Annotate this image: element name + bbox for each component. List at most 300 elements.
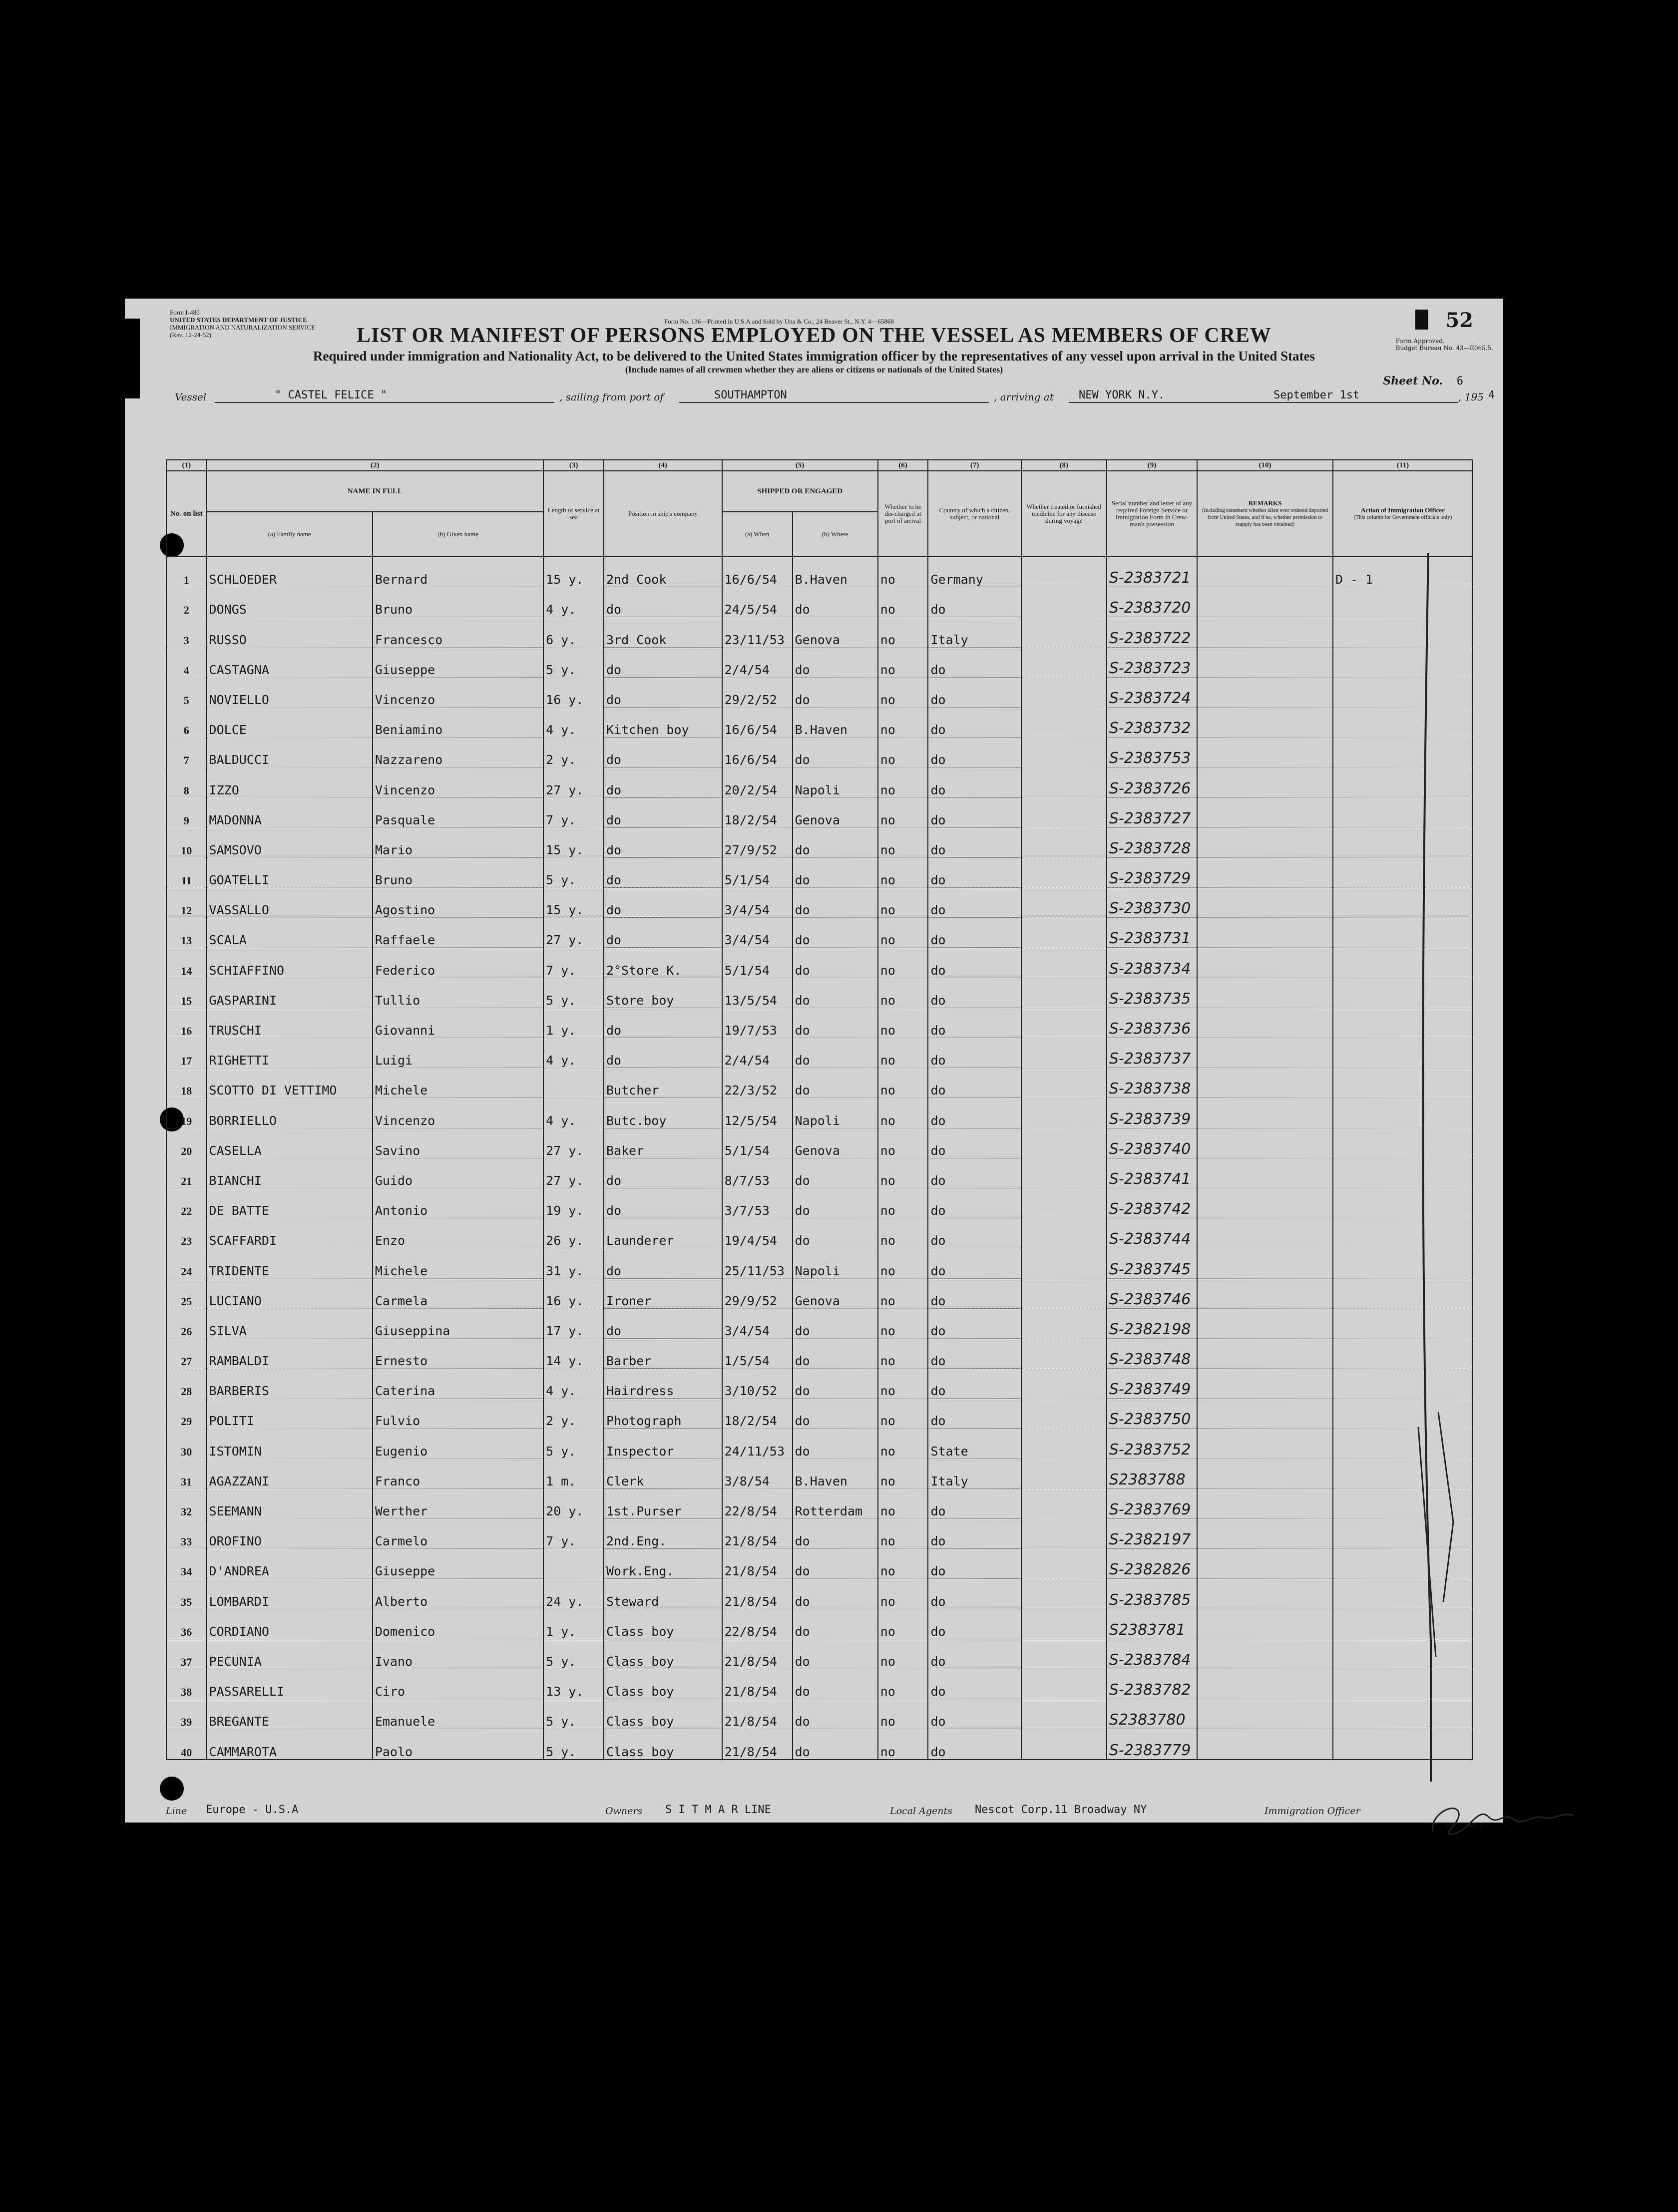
shipped-where-cell: do [793,1038,878,1068]
length-of-service-cell: 14 y. [543,1338,604,1368]
crew-row [166,948,1473,978]
given-name-cell: Michele [373,1248,543,1278]
position-cell: Store boy [604,978,722,1008]
discharged-cell: no [878,1248,928,1278]
country-cell: do [928,1519,1021,1549]
position-cell: do [604,888,722,918]
given-name-cell: Emanuele [373,1699,543,1729]
serial-number-cell: S-2383737 [1107,1038,1197,1068]
action-note: (This column for Government officials only) [1353,514,1452,520]
position-cell: do [604,767,722,797]
country-cell: do [928,647,1021,677]
medicine-cell [1021,1278,1107,1308]
shipped-when-cell: 3/8/54 [722,1459,793,1488]
medicine-cell [1021,857,1107,887]
col-given-name: (b) Given name [373,512,543,557]
row-number-cell: 2 [166,587,207,617]
country-cell: do [928,1038,1021,1068]
shipped-where-cell: do [793,1188,878,1218]
owners-value: S I T M A R LINE [665,1804,771,1816]
departure-port: SOUTHAMPTON [714,389,787,401]
discharged-cell: no [878,1369,928,1399]
remarks-cell [1197,1338,1333,1368]
crew-row [166,1399,1473,1429]
shipped-where-cell: B.Haven [793,557,878,587]
given-name-cell: Giovanni [373,1008,543,1038]
shipped-where-cell: do [793,1308,878,1338]
remarks-cell [1197,1459,1333,1488]
remarks-cell [1197,1248,1333,1278]
country-cell: do [928,1248,1021,1278]
col-num-10: (10) [1197,460,1333,471]
medicine-cell [1021,918,1107,948]
shipped-when-cell: 21/8/54 [722,1519,793,1549]
medicine-cell [1021,1488,1107,1518]
row-number-cell: 24 [166,1248,207,1278]
row-number-cell: 7 [166,737,207,767]
family-name-cell: TRIDENTE [207,1248,373,1278]
row-number-cell: 10 [166,827,207,857]
serial-number-cell: S-2383734 [1107,948,1197,978]
shipped-when-cell: 25/11/53 [722,1248,793,1278]
row-number-cell: 9 [166,797,207,827]
approval-label: Form Approved. [1395,338,1445,345]
length-of-service-cell: 17 y. [543,1308,604,1338]
crew-row [166,767,1473,797]
revision-label: (Rev. 12-24-52) [170,331,211,339]
row-number-cell: 4 [166,647,207,677]
shipped-where-cell: do [793,1369,878,1399]
medicine-cell [1021,1669,1107,1699]
arriving-label: , arriving at [994,391,1054,403]
length-of-service-cell: 31 y. [543,1248,604,1278]
crew-row [166,1369,1473,1399]
row-number-cell: 26 [166,1308,207,1338]
discharged-cell: no [878,1068,928,1098]
country-cell: do [928,1188,1021,1218]
discharged-cell: no [878,918,928,948]
length-of-service-cell: 15 y. [543,888,604,918]
discharged-cell: no [878,1699,928,1729]
shipped-where-cell: do [793,978,878,1008]
position-cell: Class boy [604,1669,722,1699]
length-of-service-cell: 27 y. [543,918,604,948]
serial-number-cell: S-2383721 [1107,557,1197,587]
shipped-when-cell: 3/7/53 [722,1188,793,1218]
discharged-cell: no [878,1128,928,1158]
shipped-when-cell: 29/9/52 [722,1278,793,1308]
country-cell: do [928,1338,1021,1368]
position-cell: do [604,1038,722,1068]
serial-number-cell: S-2383729 [1107,857,1197,887]
medicine-cell [1021,948,1107,978]
shipped-when-cell: 1/5/54 [722,1338,793,1368]
row-number-cell: 38 [166,1669,207,1699]
medicine-cell [1021,1579,1107,1609]
family-name-cell: PECUNIA [207,1639,373,1669]
row-number-cell: 5 [166,677,207,707]
country-cell: do [928,737,1021,767]
position-cell: 3rd Cook [604,617,722,647]
discharged-cell: no [878,978,928,1008]
length-of-service-cell [543,1068,604,1098]
crew-row [166,707,1473,737]
serial-number-cell: S-2383736 [1107,1008,1197,1038]
shipped-when-cell: 21/8/54 [722,1639,793,1669]
shipped-where-cell: do [793,1579,878,1609]
country-cell: do [928,1609,1021,1639]
serial-number-cell: S-2383782 [1107,1669,1197,1699]
country-cell: do [928,827,1021,857]
position-cell: Ironer [604,1278,722,1308]
family-name-cell: SILVA [207,1308,373,1338]
family-name-cell: SEEMANN [207,1488,373,1518]
country-cell: do [928,1128,1021,1158]
remarks-cell [1197,1669,1333,1699]
medicine-cell [1021,767,1107,797]
col-medicine: Whether treated or furnished medicine for any disease during voyage [1021,471,1107,557]
remarks-cell [1197,1729,1333,1760]
shipped-where-cell: do [793,1338,878,1368]
length-of-service-cell: 5 y. [543,1729,604,1760]
medicine-cell [1021,737,1107,767]
remarks-cell [1197,1639,1333,1669]
document-subnote: (Include names of all crewmen whether they are aliens or citizens or nationals of the United States) [625,365,1003,374]
shipped-when-cell: 16/6/54 [722,557,793,587]
shipped-when-cell: 2/4/54 [722,1038,793,1068]
shipped-where-cell: do [793,918,878,948]
shipped-when-cell: 21/8/54 [722,1699,793,1729]
sailing-label: , sailing from port of [559,391,664,403]
vessel-name: " CASTEL FELICE " [275,389,388,401]
shipped-when-cell: 3/4/54 [722,918,793,948]
medicine-cell [1021,557,1107,587]
given-name-cell: Savino [373,1128,543,1158]
officer-signature [1423,1797,1583,1842]
medicine-cell [1021,647,1107,677]
position-cell: do [604,797,722,827]
row-number-cell: 16 [166,1008,207,1038]
shipped-where-cell: do [793,1429,878,1459]
shipped-where-cell: do [793,948,878,978]
row-number-cell: 33 [166,1519,207,1549]
position-cell: 2°Store K. [604,948,722,978]
serial-number-cell: S-2383735 [1107,978,1197,1008]
country-cell: do [928,1008,1021,1038]
shipped-where-cell: do [793,1399,878,1429]
medicine-cell [1021,707,1107,737]
discharged-cell: no [878,587,928,617]
col-name-in-full: NAME IN FULL [207,471,544,512]
serial-number-cell: S-2382197 [1107,1519,1197,1549]
discharged-cell: no [878,1188,928,1218]
row-number-cell: 22 [166,1188,207,1218]
discharged-cell: no [878,1519,928,1549]
shipped-when-cell: 22/8/54 [722,1488,793,1518]
discharged-cell: no [878,1459,928,1488]
given-name-cell: Vincenzo [373,677,543,707]
given-name-cell: Caterina [373,1369,543,1399]
given-name-cell: Domenico [373,1609,543,1639]
serial-number-cell: S-2383726 [1107,767,1197,797]
position-cell: Butcher [604,1068,722,1098]
discharged-cell: no [878,1609,928,1639]
family-name-cell: MADONNA [207,797,373,827]
crew-row [166,797,1473,827]
length-of-service-cell: 6 y. [543,617,604,647]
length-of-service-cell: 5 y. [543,647,604,677]
serial-number-cell: S-2383746 [1107,1278,1197,1308]
shipped-where-cell: Genova [793,1128,878,1158]
discharged-cell: no [878,1038,928,1068]
family-name-cell: RUSSO [207,617,373,647]
crew-row [166,677,1473,707]
serial-number-cell: S-2383731 [1107,918,1197,948]
country-cell: do [928,1579,1021,1609]
country-cell: do [928,1549,1021,1579]
vessel-line [175,391,1493,406]
crew-row [166,1308,1473,1338]
medicine-cell [1021,1639,1107,1669]
family-name-cell: SCAFFARDI [207,1218,373,1248]
given-name-cell: Pasquale [373,797,543,827]
length-of-service-cell: 7 y. [543,1519,604,1549]
length-of-service-cell: 27 y. [543,767,604,797]
given-name-cell: Bernard [373,557,543,587]
crew-row [166,978,1473,1008]
serial-number-cell: S-2383720 [1107,587,1197,617]
medicine-cell [1021,1699,1107,1729]
given-name-cell: Giuseppe [373,1549,543,1579]
given-name-cell: Vincenzo [373,1098,543,1128]
crew-row [166,888,1473,918]
family-name-cell: OROFINO [207,1519,373,1549]
family-name-cell: TRUSCHI [207,1008,373,1038]
serial-number-cell: S-2383723 [1107,647,1197,677]
length-of-service-cell [543,1549,604,1579]
remarks-cell [1197,737,1333,767]
length-of-service-cell: 1 y. [543,1008,604,1038]
country-cell: do [928,677,1021,707]
crew-row [166,617,1473,647]
medicine-cell [1021,1609,1107,1639]
serial-number-cell: S-2383779 [1107,1729,1197,1760]
shipped-when-cell: 19/7/53 [722,1008,793,1038]
remarks-cell [1197,1699,1333,1729]
family-name-cell: CORDIANO [207,1609,373,1639]
budget-bureau-label: Budget Bureau No. 43—R065.5. [1395,345,1493,352]
medicine-cell [1021,1068,1107,1098]
serial-number-cell: S-2382198 [1107,1308,1197,1338]
position-cell: do [604,1308,722,1338]
crew-row [166,557,1473,587]
given-name-cell: Franco [373,1459,543,1488]
length-of-service-cell: 5 y. [543,857,604,887]
page-number: 52 [1445,309,1473,332]
length-of-service-cell: 26 y. [543,1218,604,1248]
shipped-when-cell: 29/2/52 [722,677,793,707]
owners-label: Owners [605,1806,643,1817]
row-number-cell: 17 [166,1038,207,1068]
discharged-cell: no [878,1729,928,1760]
family-name-cell: SCHLOEDER [207,557,373,587]
medicine-cell [1021,1369,1107,1399]
form-number: Form I-480 [170,309,200,316]
position-cell: Inspector [604,1429,722,1459]
crew-row [166,1609,1473,1639]
given-name-cell: Guido [373,1158,543,1188]
serial-number-cell: S2383788 [1107,1459,1197,1488]
crew-row [166,1549,1473,1579]
country-cell: do [928,1639,1021,1669]
row-number-cell: 18 [166,1068,207,1098]
col-num-1: (1) [166,460,207,471]
remarks-cell [1197,1549,1333,1579]
given-name-cell: Bruno [373,857,543,887]
discharged-cell: no [878,767,928,797]
document-subtitle: Required under immigration and Nationality Act, to be delivered to the United States immigration officer by the representatives of any vessel upon arrival in the United States [313,349,1315,364]
shipped-when-cell: 5/1/54 [722,1128,793,1158]
row-number-cell: 40 [166,1729,207,1760]
position-cell: do [604,677,722,707]
given-name-cell: Ciro [373,1669,543,1699]
shipped-where-cell: Genova [793,1278,878,1308]
position-cell: Work.Eng. [604,1549,722,1579]
shipped-where-cell: do [793,1068,878,1098]
serial-number-cell: S-2383742 [1107,1188,1197,1218]
given-name-cell: Beniamino [373,707,543,737]
crew-row [166,918,1473,948]
medicine-cell [1021,1308,1107,1338]
discharged-cell: no [878,557,928,587]
crew-row [166,1669,1473,1699]
serial-number-cell: S-2383748 [1107,1338,1197,1368]
serial-number-cell: S-2383730 [1107,888,1197,918]
crew-row [166,647,1473,677]
length-of-service-cell: 5 y. [543,1429,604,1459]
binder-hole [160,1777,184,1801]
medicine-cell [1021,617,1107,647]
country-cell: do [928,1369,1021,1399]
length-of-service-cell: 24 y. [543,1579,604,1609]
shipped-where-cell: do [793,1008,878,1038]
family-name-cell: PASSARELLI [207,1669,373,1699]
position-cell: do [604,1008,722,1038]
given-name-cell: Eugenio [373,1429,543,1459]
row-number-cell: 8 [166,767,207,797]
crew-row [166,827,1473,857]
service-label: IMMIGRATION AND NATURALIZATION SERVICE [170,324,316,331]
department-label: UNITED STATES DEPARTMENT OF JUSTICE [170,316,307,324]
shipped-when-cell: 27/9/52 [722,827,793,857]
family-name-cell: ISTOMIN [207,1429,373,1459]
shipped-where-cell: Napoli [793,1248,878,1278]
position-cell: do [604,587,722,617]
position-cell: 2nd Cook [604,557,722,587]
country-cell: do [928,1158,1021,1188]
row-number-cell: 1 [166,557,207,587]
country-cell: do [928,1308,1021,1338]
form-code: 16—67829-1 [1444,1822,1483,1829]
shipped-where-cell: do [793,888,878,918]
position-cell: Photograph [604,1399,722,1429]
remarks-cell [1197,1158,1333,1188]
medicine-cell [1021,827,1107,857]
row-number-cell: 11 [166,857,207,887]
crew-row [166,1098,1473,1128]
family-name-cell: BIANCHI [207,1158,373,1188]
country-cell: do [928,918,1021,948]
crew-row [166,1278,1473,1308]
family-name-cell: SCHIAFFINO [207,948,373,978]
shipped-when-cell: 18/2/54 [722,797,793,827]
crew-row [166,1218,1473,1248]
year-prefix: , 195 [1458,391,1484,403]
arrival-port: NEW YORK N.Y. [1079,389,1165,401]
remarks-cell [1197,707,1333,737]
shipped-where-cell: do [793,1729,878,1760]
position-cell: Kitchen boy [604,707,722,737]
family-name-cell: BARBERIS [207,1369,373,1399]
officer-action-cell: D - 1 [1333,557,1473,587]
discharged-cell: no [878,1429,928,1459]
medicine-cell [1021,1519,1107,1549]
remarks-cell [1197,587,1333,617]
discharged-cell: no [878,1308,928,1338]
family-name-cell: LOMBARDI [207,1579,373,1609]
medicine-cell [1021,797,1107,827]
remarks-cell [1197,1098,1333,1128]
discharged-cell: no [878,1338,928,1368]
discharged-cell: no [878,1158,928,1188]
discharged-cell: no [878,857,928,887]
length-of-service-cell: 5 y. [543,978,604,1008]
remarks-cell [1197,1399,1333,1429]
family-name-cell: LUCIANO [207,1278,373,1308]
remarks-cell [1197,797,1333,827]
family-name-cell: GASPARINI [207,978,373,1008]
country-cell: do [928,767,1021,797]
shipped-where-cell: B.Haven [793,707,878,737]
crew-row [166,1338,1473,1368]
vessel-label: Vessel [175,391,207,403]
shipped-when-cell: 24/11/53 [722,1429,793,1459]
medicine-cell [1021,677,1107,707]
row-number-cell: 30 [166,1429,207,1459]
family-name-cell: CASTAGNA [207,647,373,677]
position-cell: Launderer [604,1218,722,1248]
crew-row [166,1068,1473,1098]
shipped-when-cell: 21/8/54 [722,1729,793,1760]
col-shipped: SHIPPED OR ENGAGED [722,471,878,512]
discharged-cell: no [878,1218,928,1248]
shipped-where-cell: Genova [793,797,878,827]
row-number-cell: 28 [166,1369,207,1399]
position-cell: do [604,827,722,857]
row-number-cell: 13 [166,918,207,948]
shipped-where-cell: Napoli [793,767,878,797]
position-cell: do [604,1188,722,1218]
family-name-cell: GOATELLI [207,857,373,887]
length-of-service-cell: 27 y. [543,1158,604,1188]
row-number-cell: 3 [166,617,207,647]
remarks-note: (Including statement whether alien ever ordered deported from United States, and if so, whether permission to reapply has been obtained) [1202,507,1328,527]
serial-number-cell: S-2383750 [1107,1399,1197,1429]
given-name-cell: Carmela [373,1278,543,1308]
family-name-cell: SAMSOVO [207,827,373,857]
serial-number-cell: S-2383724 [1107,677,1197,707]
col-position: Position in ship's company [604,471,722,557]
